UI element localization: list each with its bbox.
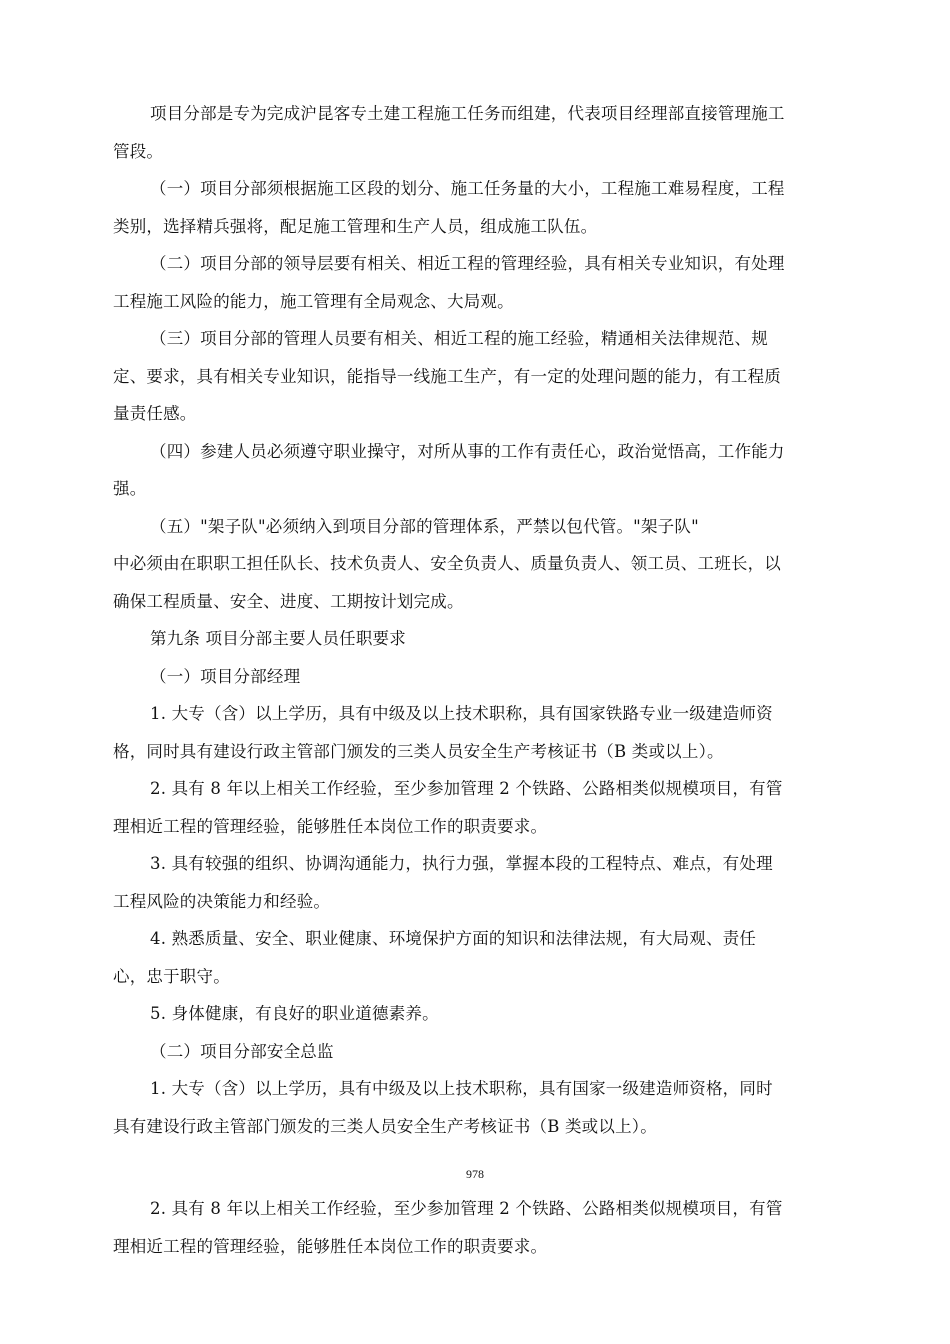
list-item-line: 5. 身体健康，有良好的职业道德素养。	[150, 1004, 439, 1023]
page-number: 978	[466, 1167, 484, 1181]
paragraph-line: 类别，选择精兵强将，配足施工管理和生产人员，组成施工队伍。	[113, 216, 598, 236]
section-heading: 第九条 项目分部主要人员任职要求	[150, 629, 406, 648]
list-item-line: 理相近工程的管理经验，能够胜任本岗位工作的职责要求。	[113, 1236, 548, 1256]
paragraph-line: 管段。	[113, 141, 164, 161]
paragraph-line: （一）项目分部须根据施工区段的划分、施工任务量的大小，工程施工难易程度，工程	[150, 179, 785, 198]
paragraph-line: （四）参建人员必须遵守职业操守，对所从事的工作有责任心，政治觉悟高，工作能力	[150, 441, 785, 461]
subsection-heading: （二）项目分部安全总监	[150, 1041, 334, 1061]
paragraph-line: 定、要求，具有相关专业知识，能指导一线施工生产，有一定的处理问题的能力，有工程质	[113, 366, 781, 386]
paragraph-line: 确保工程质量、安全、进度、工期按计划完成。	[113, 591, 464, 611]
list-item-line: 具有建设行政主管部门颁发的三类人员安全生产考核证书（B 类或以上）。	[113, 1116, 657, 1136]
list-item-line: 4. 熟悉质量、安全、职业健康、环境保护方面的知识和法律法规，有大局观、责任	[150, 929, 757, 948]
paragraph-line: 强。	[113, 479, 147, 498]
list-item-line: 1. 大专（含）以上学历，具有中级及以上技术职称，具有国家铁路专业一级建造师资	[150, 704, 773, 723]
list-item-line: 2. 具有 8 年以上相关工作经验，至少参加管理 2 个铁路、公路相类似规模项目，有管	[150, 1199, 783, 1218]
paragraph-line: 量责任感。	[113, 404, 197, 423]
list-item-line: 心，忠于职守。	[113, 966, 230, 986]
body-text-continued	[113, 1190, 850, 1265]
list-item-line: 3. 具有较强的组织、协调沟通能力，执行力强，掌握本段的工程特点、难点，有处理	[150, 854, 773, 873]
list-item-line: 格，同时具有建设行政主管部门颁发的三类人员安全生产考核证书（B 类或以上）。	[113, 741, 724, 761]
list-item-line: 2. 具有 8 年以上相关工作经验，至少参加管理 2 个铁路、公路相类似规模项目，有管	[150, 779, 783, 798]
list-item-line: 工程风险的决策能力和经验。	[113, 891, 331, 911]
paragraph-line: 工程施工风险的能力，施工管理有全局观念、大局观。	[113, 291, 514, 311]
subsection-heading: （一）项目分部经理	[150, 666, 301, 686]
paragraph-line: （三）项目分部的管理人员要有相关、相近工程的施工经验，精通相关法律规范、规	[150, 329, 768, 348]
paragraph-line: （二）项目分部的领导层要有相关、相近工程的管理经验，具有相关专业知识，有处理	[150, 254, 785, 273]
paragraph-line: 中必须由在职职工担任队长、技术负责人、安全负责人、质量负责人、领工员、工班长，以	[113, 554, 781, 573]
list-item-line: 1. 大专（含）以上学历，具有中级及以上技术职称，具有国家一级建造师资格，同时	[150, 1079, 773, 1098]
paragraph-line: 项目分部是专为完成沪昆客专土建工程施工任务而组建，代表项目经理部直接管理施工	[150, 104, 785, 123]
paragraph-line: （五）"架子队"必须纳入到项目分部的管理体系，严禁以包代管。"架子队"	[150, 516, 699, 536]
list-item-line: 理相近工程的管理经验，能够胜任本岗位工作的职责要求。	[113, 816, 548, 836]
body-text	[113, 95, 850, 1145]
